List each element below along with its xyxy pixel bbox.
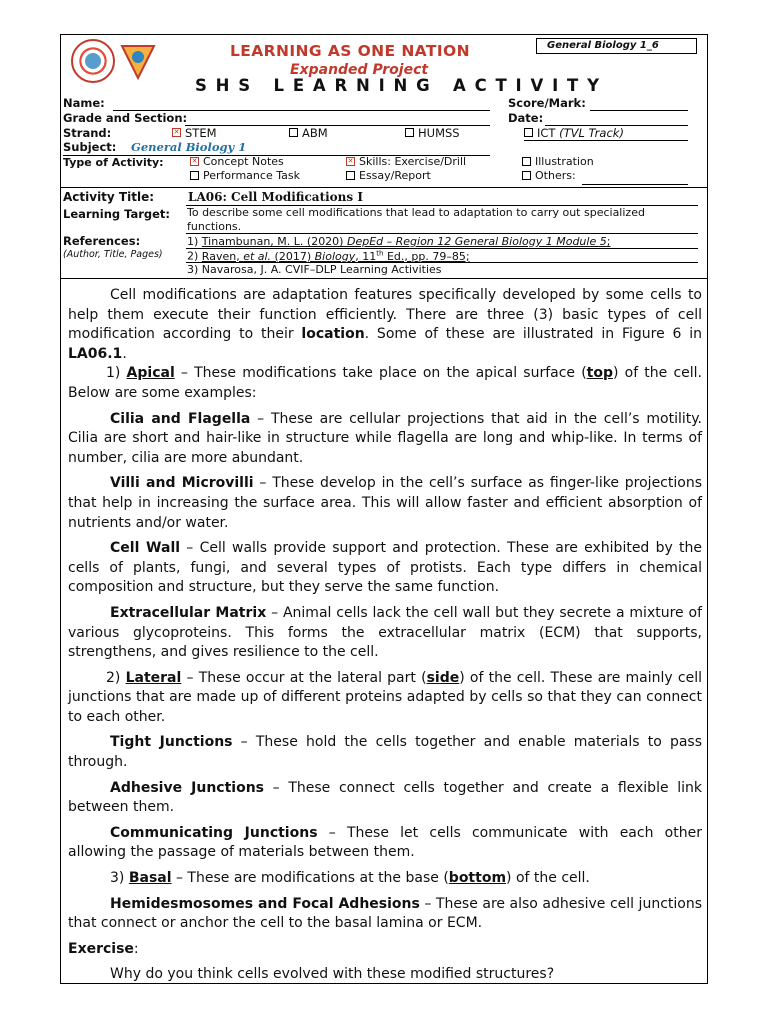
others-label: Others:	[535, 169, 576, 182]
learning-target-underline	[186, 233, 698, 234]
illustration-checkbox[interactable]	[522, 157, 531, 166]
lateral-paragraph: 2) Lateral – These occur at the lateral part (side) of the cell. These are mainly cell junctions that are made up of different proteins adapted by cells so that they can connect to each other.	[68, 669, 703, 725]
ict-note: (TVL Track)	[559, 126, 624, 140]
basal-paragraph: 3) Basal – These are modifications at the base (bottom) of the cell.	[110, 870, 590, 887]
ecm-paragraph: Extracellular Matrix – Animal cells lack the cell wall but they secrete a mixture of various glycoproteins. This forms the extracellular matrix (ECM) that supports, strengthens, and gives resilience to the cell.	[68, 604, 703, 661]
intro-paragraph: Cell modifications are adaptation features specifically developed by some cells to help them execute their function efficiently. There are three (3) basic types of cell modification according to their location. Some of these are illustrated in Figure 6 in LA06.1.	[68, 287, 702, 362]
date-label: Date:	[508, 111, 544, 125]
abm-checkbox[interactable]	[289, 128, 298, 137]
header-main-title: SHS LEARNING ACTIVITY	[195, 76, 608, 95]
illustration-label: Illustration	[535, 155, 594, 168]
content-body	[68, 286, 702, 985]
performance-task-checkbox[interactable]	[190, 171, 199, 180]
header-subtitle: Expanded Project	[290, 62, 429, 78]
strand-abm-option[interactable]	[289, 126, 328, 140]
reference-2: 2) Raven, et al. (2017) Biology, 11th Ed., pp. 79–85;	[187, 249, 470, 263]
strand-humss-option[interactable]	[405, 126, 460, 140]
hemidesmosomes-paragraph: Hemidesmosomes and Focal Adhesions – These are also adhesive cell junctions that connect or anchor the cell to the basal lamina or ECM.	[68, 895, 703, 932]
essay-report-checkbox[interactable]	[346, 171, 355, 180]
dlp-logo	[118, 42, 158, 82]
activity-title-value: LA06: Cell Modifications I	[188, 190, 363, 204]
name-label: Name:	[63, 96, 105, 110]
performance-task-label: Performance Task	[203, 169, 300, 182]
communicating-junctions-paragraph: Communicating Junctions – These let cells communicate with each other allowing the passage of materials between them.	[68, 824, 702, 861]
cell-wall-paragraph: Cell Wall – Cell walls provide support and protection. These are exhibited by the cells of plants, fungi, and several types of protists. Each type differs in chemical composition and structure, but they serve the same function.	[68, 540, 702, 596]
cilia-paragraph: Cilia and Flagella – These are cellular projections that aid in the cell’s motility. Cilia are short and hair-like in structure while flagella are long and whip-like. In terms of number, cilia are more abundant.	[68, 410, 702, 466]
activity-title-label: Activity Title:	[63, 190, 155, 204]
subject-value: General Biology 1	[131, 140, 247, 154]
learning-target-label: Learning Target:	[63, 207, 171, 221]
reference-1: 1) Tinambunan, M. L. (2020) DepEd – Region 12 General Biology 1 Module 5;	[187, 235, 611, 248]
activity-concept-notes[interactable]	[190, 155, 284, 168]
activity-illustration[interactable]	[522, 155, 594, 168]
activity-type-label: Type of Activity:	[63, 156, 164, 169]
divider	[60, 278, 708, 279]
villi-paragraph: Villi and Microvilli – These develop in the cell’s surface as finger-like projections that help in increasing the surface area. This will allow faster and efficient absorption of nutrients and/or water.	[68, 475, 702, 531]
activity-performance-task[interactable]	[190, 169, 300, 182]
skills-label: Skills: Exercise/Drill	[359, 155, 467, 168]
score-label: Score/Mark:	[508, 96, 586, 110]
ict-underline	[524, 140, 688, 141]
school-seal-logo	[71, 39, 115, 83]
subject-label: Subject:	[63, 140, 117, 154]
strand-ict-option[interactable]	[524, 126, 624, 140]
exercise-question: Why do you think cells evolved with these modified structures?	[110, 966, 555, 983]
ict-checkbox[interactable]	[524, 128, 533, 137]
stem-checkbox[interactable]: ✕	[173, 128, 180, 136]
grade-section-label: Grade and Section:	[63, 111, 188, 125]
header-title: LEARNING AS ONE NATION	[230, 42, 470, 60]
activity-essay-report[interactable]	[346, 169, 431, 182]
subject-code-box: General Biology 1_6	[536, 38, 697, 54]
apical-paragraph: 1) Apical – These modifications take place on the apical surface (top) of the cell. Below are some examples:	[68, 365, 702, 401]
concept-notes-checkbox[interactable]: ✕	[191, 156, 198, 165]
reference-3: 3) Navarosa, J. A. CVIF–DLP Learning Activities	[187, 263, 442, 276]
references-label: References:	[63, 234, 141, 248]
abm-label: ABM	[302, 126, 328, 140]
learning-target-line2: functions.	[187, 220, 242, 233]
activity-skills[interactable]	[346, 155, 466, 168]
concept-notes-label: Concept Notes	[203, 155, 284, 168]
divider	[60, 187, 708, 188]
strand-stem-option[interactable]	[172, 126, 217, 140]
exercise-heading: Exercise:	[68, 940, 139, 957]
others-field[interactable]	[582, 184, 688, 185]
ict-label: ICT	[537, 126, 556, 140]
adhesive-junctions-paragraph: Adhesive Junctions – These connect cells together and create a flexible link between them.	[68, 779, 702, 816]
essay-report-label: Essay/Report	[359, 169, 431, 182]
references-note: (Author, Title, Pages)	[63, 249, 163, 260]
skills-checkbox[interactable]: ✕	[347, 156, 354, 165]
learning-target-line1: To describe some cell modifications that lead to adaptation to carry out specialized	[187, 206, 645, 219]
humss-label: HUMSS	[418, 126, 460, 140]
stem-label: STEM	[185, 126, 217, 140]
activity-others[interactable]	[522, 169, 576, 182]
others-checkbox[interactable]	[522, 171, 531, 180]
score-field[interactable]	[590, 110, 688, 111]
humss-checkbox[interactable]	[405, 128, 414, 137]
strand-label: Strand:	[63, 126, 112, 140]
tight-junctions-paragraph: Tight Junctions – These hold the cells together and enable materials to pass through.	[68, 734, 702, 771]
